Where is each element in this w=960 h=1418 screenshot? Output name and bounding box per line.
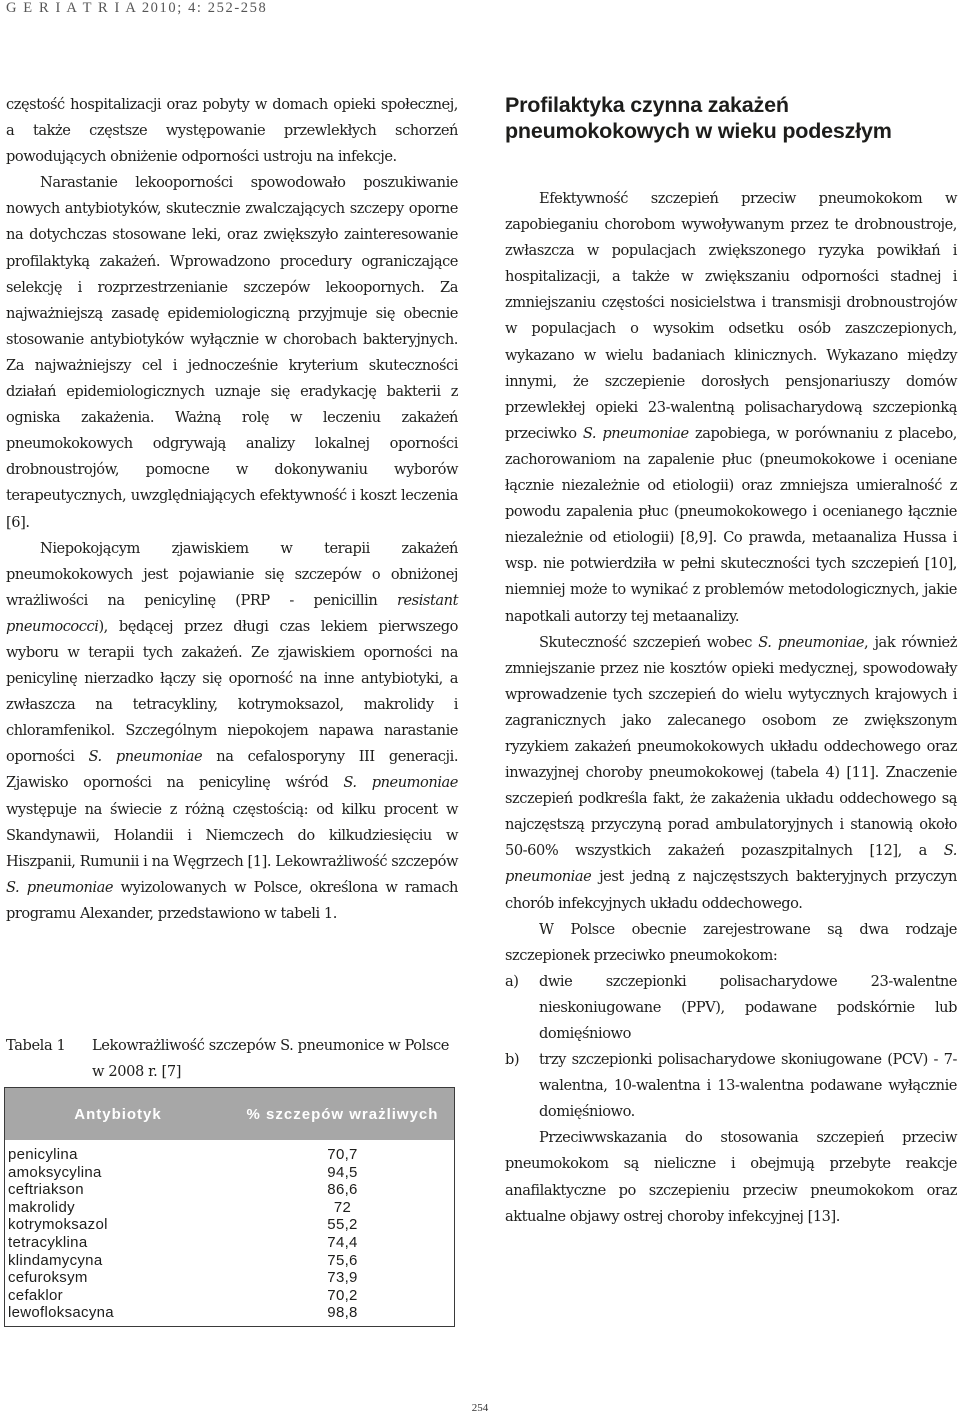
paragraph [6,536,458,927]
italic-term: S. pneumoniae [505,842,957,886]
list-item [505,969,957,1047]
italic-term: S. pneumoniae [6,878,114,896]
table-cell-antibiotic: klindamycyna [8,1251,103,1269]
table-row [5,1287,454,1305]
table-cell-antibiotic: lewofloksacyna [8,1304,114,1322]
italic-term: S. pneumoniae [343,774,458,792]
table-cell-antibiotic: amoksycylina [8,1163,102,1181]
table-cell-percent: 75,6 [327,1251,358,1269]
italic-term: resistant pneumococci [6,591,458,635]
list-marker: a) [505,972,519,990]
table-header-cell: % szczepów wrażliwych [246,1105,439,1123]
table-row [5,1304,454,1322]
table-cell-antibiotic: kotrymoksazol [8,1216,108,1234]
table-cell-antibiotic: makrolidy [8,1198,75,1216]
table-cell-percent: 74,4 [327,1233,358,1251]
text-run: wyizolowanych w Polsce, określona w ramach programu Alexander, przedstawiono w tabeli 1. [6,878,458,922]
table-header-cell: Antybiotyk [74,1105,162,1123]
page-number: 254 [471,1402,489,1414]
table-cell-antibiotic: ceftriakson [8,1181,84,1199]
table-caption-label: Tabela 1 [6,1037,66,1054]
table-body [5,1140,454,1322]
text-run: Niepokojącym zjawiskiem w terapii zakażeń pneumokokowych jest pojawianie się szczepów o obniżonej wrażliwości na penicylinę (PRP - penicillin [6,539,458,609]
table-cell-percent: 98,8 [327,1304,358,1322]
list-marker: b) [505,1051,520,1069]
paragraph: W Polsce obecnie zarejestrowane są dwa rodzaje szczepionek przeciwko pneumokokom: [505,920,957,964]
text-run: ), będącej przez długi czas lekiem pierwszego wyboru w terapii tych zakażeń. Ze zjawiskiem oporności na penicylinę nierzadko łączy się oporność na inne antybiotyki, a zwłaszcza na tetracykliny, kotrymoksazol, makrolidy i chloramfenikol. Szczególnym niepokojem napawa narastanie oporności [6,617,458,766]
table-cell-percent: 70,7 [327,1146,358,1163]
table-row [5,1234,454,1252]
right-column [505,92,957,1230]
table-row [5,1216,454,1234]
paragraph [505,186,957,630]
paragraph [505,630,957,917]
italic-term: S. pneumoniae [582,424,689,442]
table-row [5,1269,454,1287]
table-cell-percent: 94,5 [327,1163,358,1181]
table-caption-text: Lekowrażliwość szczepów S. pneumonice w Polsce w 2008 r. [7] [92,1037,450,1080]
running-header: G E R I A T R I A 2010; 4: 252-258 [6,0,268,16]
paragraph: Narastanie lekooporności spowodowało poszukiwanie nowych antybiotyków, skutecznie zwalczających szczepy oporne na dotychczas stosowane leki, oraz zwiększyło zainteresowanie profilaktyką zakażeń. Wprowadzono procedury ograniczające selekcję i rozprzestrzenianie szczepów lekoopornych. Za najważniejszą zasadę epidemiologiczną przyjmuje się obecnie stosowanie antybiotyków wyłącznie w chorobach bakteryjnych. Za najważniejszy cel i jednocześnie kryterium skuteczności działań epidemiologicznych uznaje się eradykację bakterii z ogniska zakażenia. Ważną rolę w leczeniu zakażeń pneumokokowych odgrywają analizy lokalnej oporności drobnoustrojów, pomocne w dokonywaniu wyborów terapeutycznych, uwzględniających efektywność i koszt leczenia [6]. [6,174,458,531]
table-row [5,1146,454,1164]
table-row [5,1252,454,1270]
table-cell-percent: 55,2 [327,1216,358,1234]
list-text: trzy szczepionki polisacharydowe skoniugowane (PCV) - 7-walentna, 10-walentna i 13-walentna podawane wyłącznie domięśniowo. [539,1051,957,1121]
text-run: na cefalosporyny III generacji. Zjawisko oporności na penicylinę wśród [6,748,459,792]
table-row [5,1181,454,1199]
section-heading: Profilaktyka czynna zakażeń pneumokokowych w wieku podeszłym [505,93,892,143]
table-cell-antibiotic: cefuroksym [8,1269,88,1287]
text-run: , jak również zmniejszanie przez nie kosztów opieki medycznej, spowodowały wprowadzenie tych szczepień do wielu wytycznych krajowych i zagranicznych jako zalecanego osobom ze zwiększonym ryzykiem zakażeń pneumokokowych układu oddechowego oraz inwazyjnej choroby pneumokokowej (tabela 4) [11]. Znaczenie szczepień podkreśla fakt, że zakażenia układu oddechowego są najczęstszą przyczyną porad ambulatoryjnych i stanowią około 50-60% wszystkich zakażeń pozaszpitalnych [12], a [505,633,957,860]
paragraph: Przeciwwskazania do stosowania szczepień przeciw pneumokokom są nieliczne i obejmują przebyte reakcje anafilaktyczne po szczepieniu przeciw pneumokokom oraz aktualne objawy ostrej choroby infekcyjnej [13]. [505,1129,957,1225]
table-cell-antibiotic: tetracyklina [8,1233,88,1251]
table-header [5,1088,454,1140]
paragraph: częstość hospitalizacji oraz pobyty w domach opieki społecznej, a także częstsze występowanie przewlekłych schorzeń powodujących obniżenie odporności ustroju na infekcje. [6,96,458,166]
italic-term: S. pneumoniae [758,633,865,651]
text-run: Efektywność szczepień przeciw pneumokokom w zapobieganiu chorobom wywoływanym przez te drobnoustroje, zwłaszcza w populacjach zwiększonego ryzyka powikłań i hospitalizacji, a także w zwiększaniu odporności stadnej i zmniejszaniu częstości nosicielstwa i transmisji drobnoustrojów w populacjach o wysokim odsetku osób zaszczepionych, wykazano w wielu badaniach klinicznych. Wykazano między innymi, że szczepienie dorosłych pensjonariuszy domów przewlekłej opieki 23-walentną polisacharydową szczepionką przeciwko [505,190,957,442]
list-text: dwie szczepionki polisacharydowe 23-walentne nieskoniugowane (PPV), podawane podskórnie lub domięśniowo [539,972,957,1042]
susceptibility-table [4,1087,455,1327]
table-cell-percent: 86,6 [327,1181,358,1199]
left-column [6,92,458,927]
text-run: jest jedną z najczęstszych bakteryjnych przyczyn chorób infekcyjnych układu oddechowego. [505,868,957,912]
table-cell-percent: 73,9 [327,1269,358,1287]
table-cell-percent: 72 [333,1198,352,1216]
table-row [5,1164,454,1182]
table-cell-percent: 70,2 [327,1286,358,1304]
table-caption [6,1033,458,1085]
table-cell-antibiotic: penicylina [8,1146,78,1163]
text-run: zapobiega, w porównaniu z placebo, zachorowaniom na zapalenie płuc (pneumokokowe i oceniane łącznie niezależnie od etiologii) oraz zmniejsza umieralność z powodu zapalenia płuc (pneumokokowego i ocenianego łącznie niezależnie od etiologii) [8,9]. Co prawda, metaanaliza Hussa i wsp. nie potwierdziła w pełni skuteczności tych szczepień [10], niemniej może to wynikać z problemów metodologicznych, jakie napotkali autorzy tej metaanalizy. [505,424,957,625]
text-run: Skuteczność szczepień wobec [539,633,759,651]
text-run: występuje na świecie z różną częstością: od kilku procent w Skandynawii, Holandii i Niemczech do kilkudziesięciu w Hiszpanii, Rumunii i na Węgrzech [1]. Lekowrażliwość szczepów [6,800,458,870]
italic-term: S. pneumoniae [88,748,203,766]
table-row [5,1199,454,1217]
list-item [505,1047,957,1125]
table-cell-antibiotic: cefaklor [8,1286,63,1304]
